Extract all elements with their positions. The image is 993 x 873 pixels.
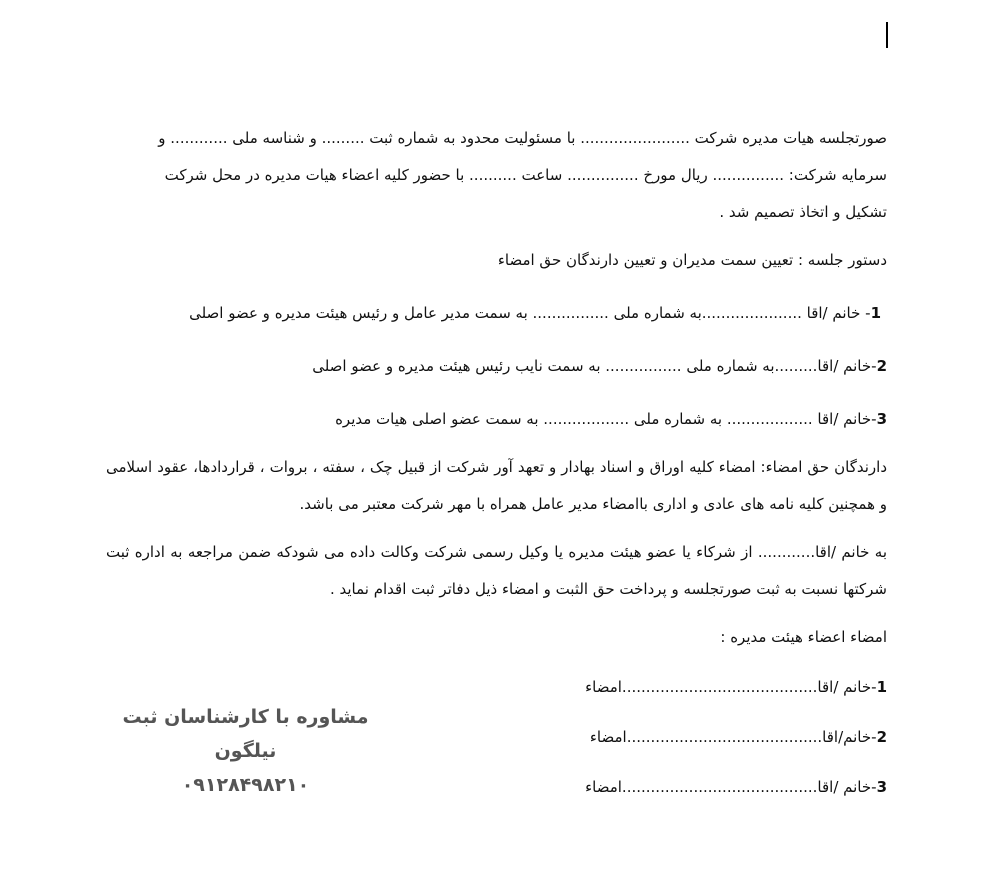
member-number: 1 (870, 304, 881, 322)
signatures-title: امضاء اعضاء هیئت مدیره : (720, 628, 887, 646)
member-text: - خانم /اقا .....................به شماره ملی ................ به سمت مدیر عامل و رئیس هیئت مدیره و عضو اصلی (189, 304, 871, 322)
intro-line-3: تشکیل و اتخاذ تصمیم شد . (719, 203, 887, 221)
intro-line-1: صورتجلسه هیات مدیره شرکت ....................... با مسئولیت محدود به شماره ثبت ......... و شناسه ملی ............ و (158, 129, 887, 147)
registration-paragraph: به خانم /اقا............ از شرکاء یا عضو هیئت مدیره یا وکیل رسمی شرکت وکالت داده می شودکه ضمن مراجعه به اداره ثبت شرکتها نسبت به ثبت صورتجلسه و پرداخت حق الثبت و امضاء ذیل دفاتر ثبت اقدام نماید . (106, 543, 887, 598)
signature-text: -خانم/اقا.........................................امضاء (589, 728, 877, 746)
consultation-stamp (108, 700, 383, 802)
text-cursor (886, 22, 888, 48)
member-3 (106, 396, 887, 443)
stamp-phone: ۰۹۱۲۸۴۹۸۲۱۰ (181, 774, 310, 796)
intro-line-2: سرمایه شرکت: ............... ریال مورخ ............... ساعت .......... با حضور کلیه اعضاء هیات مدیره در محل شرکت (164, 166, 887, 184)
member-number: 2 (876, 357, 887, 375)
signature-number: 2 (876, 728, 887, 746)
member-2 (106, 343, 887, 390)
signing-rights-paragraph: دارندگان حق امضاء: امضاء کلیه اوراق و اسناد بهادار و تعهد آور شرکت از قبیل چک ، سفته ، بروات ، قراردادها، عقود اسلامی و همچنین کلیه نامه های عادی و اداری باامضاء مدیر عامل همراه با مهر شرکت معتبر می باشد. (106, 458, 887, 513)
signature-number: 1 (876, 678, 887, 696)
member-number: 3 (876, 410, 887, 428)
stamp-title: مشاوره با کارشناسان ثبت نیلگون (122, 706, 369, 762)
signature-text: -خانم /اقا.........................................امضاء (585, 678, 877, 696)
member-text: -خانم /اقا.........به شماره ملی ................ به سمت نایب رئیس هیئت مدیره و عضو اصلی (312, 357, 877, 375)
agenda: دستور جلسه : تعیین سمت مدیران و تعیین دارندگان حق امضاء (497, 251, 887, 269)
member-text: -خانم /اقا .................. به شماره ملی .................. به سمت عضو اصلی هیات مدیره (335, 410, 877, 428)
member-1 (106, 290, 887, 337)
signature-number: 3 (876, 778, 887, 796)
signature-text: -خانم /اقا.........................................امضاء (585, 778, 877, 796)
